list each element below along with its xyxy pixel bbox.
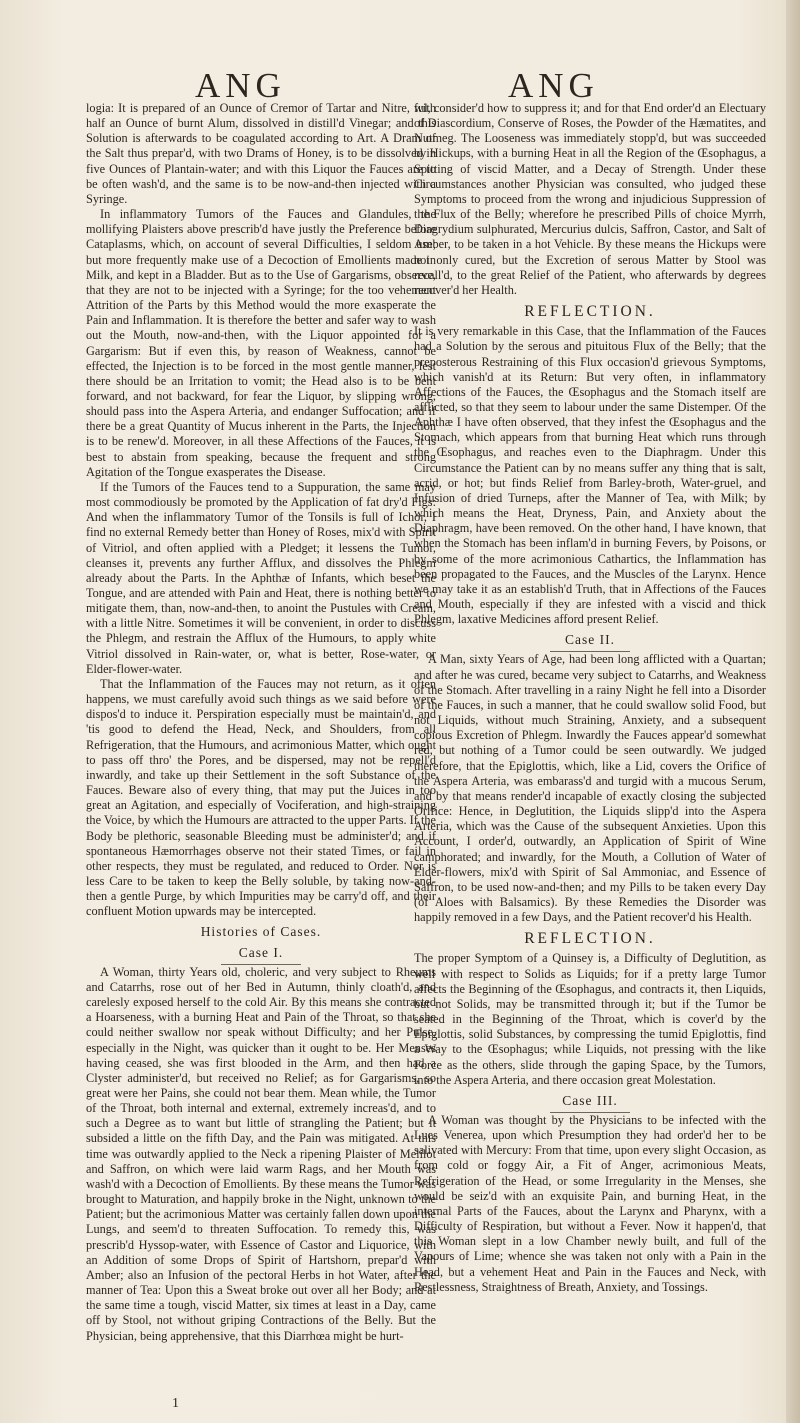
paragraph: If the Tumors of the Fauces tend to a Suppuration, the same may most commodiously be promoted by the Application of fat dry'd Figs: And when the inflammatory Tumor of the Tonsils is full of Ichor, I find no external Remedy better than Honey of Roses, mix'd with Spirit of Vitriol, and often applied with a Pledget; it lessens the Tumor, cleanses it, prevents any further Afflux, and dissolves the Phlegm already about the Parts. In the Aphthæ of Infants, which beset the Tongue, and are attended with Pain and Heat, there is nothing better to mitigate them, than, now-and-then, to anoint the Pustules with Cream, with a little Nitre. Sometimes it will be convenient, in order to discuss the Phlegm, and restrain the Afflux of the Humours, to apply white Vitriol dissolved in Rain-water, or, what is better, Rose-water, or Elder-flower-water.: [86, 479, 436, 676]
left-column: [86, 101, 436, 1344]
page-folio: 1: [172, 1396, 179, 1411]
paragraph: logia: It is prepared of an Ounce of Cremor of Tartar and Nitre, with half an Ounce of burnt Alum, dissolved in distill'd Vinegar; and this Solution is afterwards to be coagulated according to Art. A Dram of the Salt thus prepar'd, with two Drams of Honey, is to be dissolved in five Ounces of Plantain-water; and with this Liquor the Fauces are to be often wash'd, and the same is to be now-and-then injected with a Syringe.: [86, 101, 436, 206]
section-heading-reflection-1: REFLECTION.: [524, 303, 656, 321]
paragraph: The proper Symptom of a Quinsey is, a Difficulty of Deglutition, as well with respect to Solids as Liquids; for if a pretty large Tumor affects the Beginning of the Œsophagus, and contracts it, then Liquids, but not Solids, may be transmitted through it; but if the Tumor be seated in the Beginning of the Throat, which is cover'd by the Epiglottis, solid Substances, by compressing the tumid Epiglottis, find a Way to the Œsophagus; while Liquids, not pressing with the like Force as the others, slide through the gaping Space, by the Tumors, into the Aspera Arteria, and there occasion great Molestation.: [414, 951, 766, 1087]
section-heading-reflection-2: REFLECTION.: [524, 930, 656, 948]
section-heading-case-2: Case II.: [565, 632, 615, 648]
paragraph: In inflammatory Tumors of the Fauces and Glandules, the mollifying Plaisters above prescrib'd have justly the Preference before Cataplasms, which, on account of several Difficulties, I seldom use; but more frequently make use of a Decoction of Emollients made in Milk, and kept in a Bladder. But as to the Use of Gargarisms, observe, that they are not to be injected with a Syringe; for the too vehement Attrition of the Parts by this Method would the more exasperate the Pain and Inflammation. It is therefore the better and safer way to wash out the Mouth, now-and-then, with the Liquor appointed for a Gargarism: But if even this, by reason of Weakness, cannot be effected, the Injection is to be forced in the most gentle manner, lest there should be an Irritation to vomit; the Head also is to be bent forward, and not backward, for fear the Liquor, by slipping wrong, should pass into the Aspera Arteria, and endanger Suffocation; and if there be a great Quantity of Mucus inherent in the Parts, the Injection is to be renew'd. Moreover, in all these Affections of the Fauces, it is best to abstain from speaking, because the frequent and strong Agitation of the Tongue exasperates the Disease.: [86, 207, 436, 479]
running-head-left: ANG: [195, 66, 286, 105]
paragraph: That the Inflammation of the Fauces may not return, as it often happens, we must carefully avoid such things as we said before were dispos'd to induce it. Perspiration especially must be maintain'd, and 'tis good to defend the Head, Neck, and Shoulders, from all Refrigeration, that the Humours, and acrimonious Matter, which ought to pass off thro' the Pores, and be dispersed, may not be repell'd inwardly, and take up their Settlement in the soft Substance of the Fauces. Beware also of every thing, that may put the Juices in too great an Agitation, and especially of Vociferation, and high-straining the Voice, by which the Humours are attracted to the upper Parts. If the Body be plethoric, seasonable Bleeding must be administer'd; and if spontaneous Hæmorrhages observe not their stated Times, or fail in other respects, they must be regulated, and reduced to Order. Nor is less Care to be taken to keep the Belly soluble, by taking now-and-then a gentle Purge, by which Impurities may be carry'd off, and their confluent Motion upwards may be intercepted.: [86, 676, 436, 919]
paragraph: A Woman was thought by the Physicians to be infected with the Lues Venerea, upon which Presumption they had order'd her to be salivated with Mercury: From that time, upon every slight Occasion, as from cold or foggy Air, a Fit of Anger, acrimonious Meats, Refrigeration of the Head, or some Irregularity in the Menses, she would be seiz'd with an exquisite Pain, and burning Heat, in the internal Parts of the Fauces, about the Larynx and Pharynx, with a Difficulty of Respiration, but without a Fever. Now it happen'd, that this Woman slept in a low Chamber newly built, and full of the Vapours of Lime; whence she was taken not only with a Pain in the Head, but a vehement Heat and Pain in the Fauces and Neck, with Restlessness, Straightness of Breath, Anxiety, and Tossings.: [414, 1113, 766, 1294]
section-heading-histories: Histories of Cases.: [200, 924, 322, 940]
paragraph: ful, consider'd how to suppress it; and for that End order'd an Electuary of Diascordium, Conserve of Roses, the Powder of the Hæmatites, and Nutmeg. The Looseness was immediately stopp'd, but was succeeded by Hickups, with a burning Heat in all the Region of the Œsophagus, a Spitting of viscid Matter, and a Decay of Strength. Under these Circumstances another Physician was consulted, who judged these Symptoms to proceed from the wrong and injudicious Suppression of the Flux of the Belly; wherefore he prescribed Pills of choice Myrrh, Diagrydium sulphurated, Mercurius dulcis, Saffron, Castor, and Salt of Amber, to be taken in a hot Vehicle. By these means the Hickups were not only cured, but the Excretion of serous Matter by Stool was recall'd, to the great Relief of the Patient, who afterwards by degrees recover'd her Health.: [414, 101, 766, 297]
section-heading-case-1: Case I.: [238, 944, 284, 960]
right-column: [414, 101, 766, 1295]
paragraph: A Woman, thirty Years old, choleric, and very subject to Rheums and Catarrhs, rose out of her Bed in Autumn, thinly cloath'd, and carelesly exposed herself to the cold Air. By this means she contracted a Hoarseness, with a burning Heat and Pain of the Throat, so that she could neither swallow nor speak without Difficulty; and her Pulse, especially in the Night, was quicker than it ought to be. Her Menses having ceased, she was first blooded in the Arm, and then had a Clyster administer'd, but received no Relief; as for Gargarisms, so great were her Pains, she could not bear them. Mean while, the Tumor of the Throat, both internal and external, extremely increas'd, and to such a Degree as to want but little of strangling the Patient; but it subsided a little on the fifth Day, and the Pain was mitigated. At this time was outwardly applied to the Neck a ripening Plaister of Melilot and Saffron, on which were laid warm Rags, and her Mouth was wash'd with a Decoction of Emollients. By these means the Tumor was brought to Maturation, and happily broke in the Night, unknown to the Patient; but the acrimonious Matter was certainly fallen down upon the Lungs, and seem'd to threaten Suffocation. To remedy this, was prescrib'd Hyssop-water, with Essence of Castor and Liquorice, with an Addition of some Drops of Spirit of Hartshorn, prepar'd with Amber; also an Infusion of the pectoral Herbs in hot Water, after the manner of Tea: Upon this a Sweat broke out over all her Body; and at the same time a tough, viscid Matter, six times at least in a Day, came off by Stool, not without griping Contractions of the Belly. But the Physician, being apprehensive, that this Diarrhœa might be hurt-: [86, 964, 436, 1343]
running-head-right: ANG: [508, 66, 599, 105]
paragraph: A Man, sixty Years of Age, had been long afflicted with a Quartan; and after he was cured, became very subject to Catarrhs, and Weakness of the Stomach. After travelling in a rainy Night he fell into a Disorder of the Fauces, in such a manner, that he could swallow solid Food, but not Liquids, without much Straining, Anxiety, and a subsequent copious Excretion of Phlegm. Inwardly the Fauces appear'd somewhat red, but nothing of a Tumor could be seen outwardly. We judged therefore, that the Epiglottis, which, like a Lid, covers the Orifice of the Aspera Arteria, was embarass'd and turgid with a mucous Serum, and by that means render'd incapable of exactly closing the subjected Orifice: Hence, in Deglutition, the Liquids slipp'd into the Aspera Arteria, which was the Cause of the subsequent Anxieties. Upon this Account, I order'd, outwardly, an Application of Spirit of Wine camphorated; and inwardly, for the Mouth, a Collution of Water of Elder-flowers, mix'd with Spirit of Sal Ammoniac, and Essence of Saffron, to be used now-and-then; and my Pills to be taken every Day (of Aloes with Balsamics). By these Remedies the Disorder was happily removed in a few Days, and the Patient recover'd his Health.: [414, 652, 766, 925]
section-heading-case-3: Case III.: [562, 1092, 618, 1108]
page-edge: [786, 0, 800, 1423]
paragraph: It is very remarkable in this Case, that the Inflammation of the Fauces had a Solution by the serous and pituitous Flux of the Belly; that the preposterous Restraining of this Flux occasion'd grievous Symptoms, which vanish'd at its Return: But very often, in inflammatory Affections of the Fauces, the Œsophagus and the Stomach itself are afflicted, so that they seem to labour under the same Distemper. Of the Aphthæ I have often observed, that they infest the Œsophagus and the Stomach, which appears from that burning Heat which runs through the Œsophagus, and reaches even to the Diaphragm. Under this Circumstance the Patient can by no means suffer any thing that is salt, acrid, or hot; but finds Relief from Barley-broth, Water-gruel, and Infusion of dried Turneps, after the Manner of Tea, with Milk; by which means the Heat, Dryness, Pain, and Anxiety about the Diaphragm, have been removed. On the other hand, I have known, that when the Stomach has been inflam'd in burning Fevers, by Poisons, or by some of the more acrimonious Cathartics, the Inflammation has been propagated to the Fauces, and the Muscles of the Larynx. Hence we may take it as an establish'd Truth, that in Affections of the Fauces and Mouth, especially if they are infested with a viscid and thick Phlegm, laxative Medicines afford present Relief.: [414, 324, 766, 627]
